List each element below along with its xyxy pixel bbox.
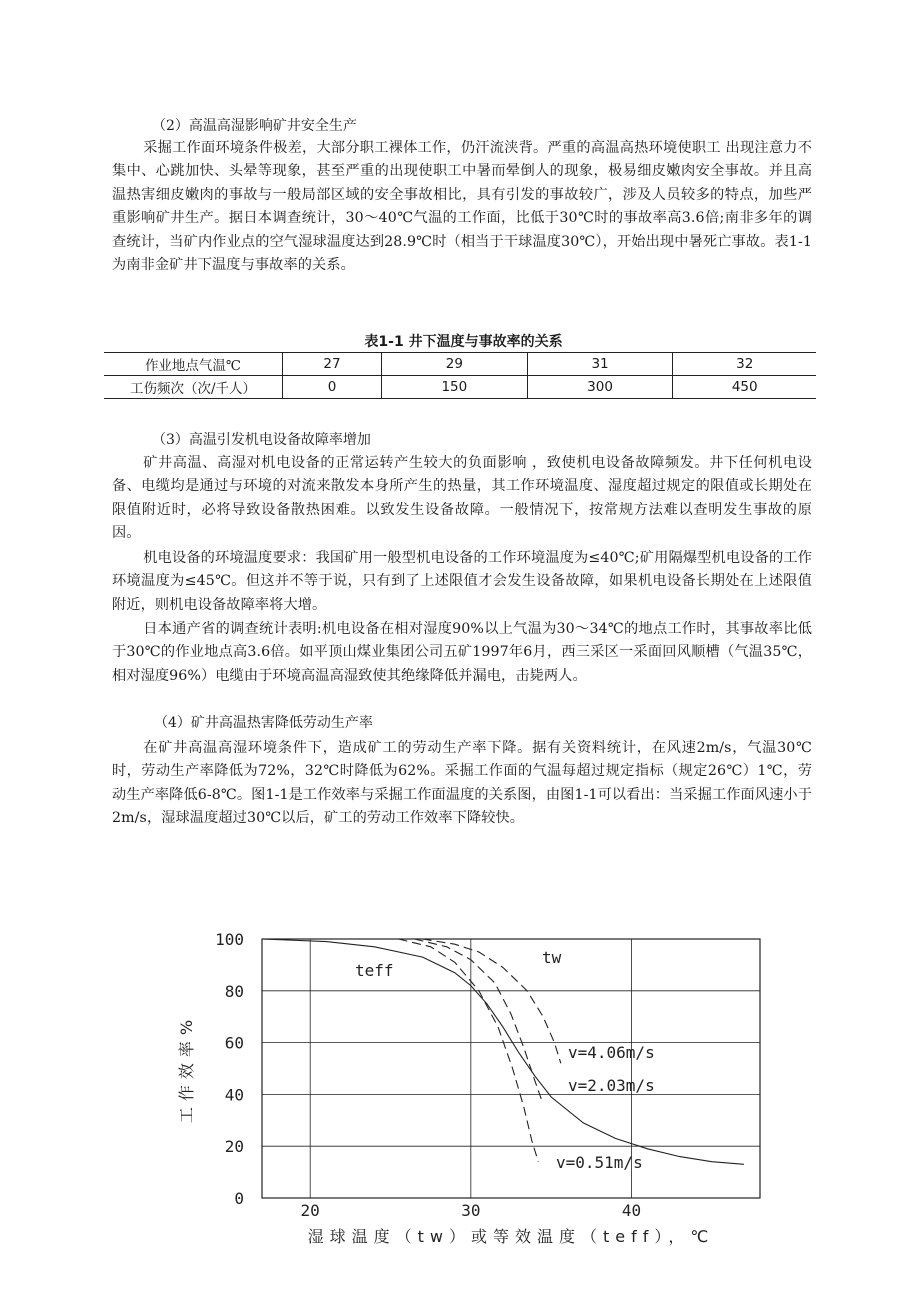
table-row-label: 作业地点气温℃ [104,353,283,376]
chart-svg [150,928,800,1248]
y-tick-label: 20 [224,1137,244,1157]
table-cell: 150 [381,376,527,399]
table-cell: 450 [673,376,816,399]
paragraph-s4: 在矿井高温高湿环境条件下，造成矿工的劳动生产率下降。据有关资料统计，在风速2m/s，气温30℃时，劳动生产率降低为72%，32℃时降低为62%。采掘工作面的气温每超过规定指标（规定26℃）1℃，劳动生产率降低6-8℃。图1-1是工作效率与采掘工作面温度的关系图，由图1-1可以看出：当采掘工作面风速小于2m/s，湿球温度超过30℃以后，矿工的劳动工作效率下降较快。 [112,740,812,827]
series-label-v2: v=2.03m/s [568,1076,655,1095]
x-tick-label: 40 [621,1201,642,1220]
paragraph-s3-1: 矿井高温、高湿对机电设备的正常运转产生较大的负面影响 ，致使机电设备故障频发。井下任何机电设备、电缆均是通过与环境的对流来散发本身所产生的热量，其工作环境温度、湿度超过规定的限值或长期处在限值附近时，必将导致设备散热困难。以致发生设备故障。一般情况下，按常规方法难以查明发生事故的原因。 [112,455,812,542]
x-axis-label: 湿球温度（tw）或等效温度（teff），℃ [307,1227,715,1246]
series-line-v1 [423,939,561,1063]
y-tick-label: 80 [224,981,244,1001]
series-label-v1: v=4.06m/s [568,1043,655,1062]
y-tick-label: 0 [234,1189,244,1208]
paragraph-s3-2: 机电设备的环境温度要求：我国矿用一般型机电设备的工作环境温度为≤40℃;矿用隔爆型机电设备的工作环境温度为≤45℃。但这并不等于说，只有到了上述限值才会发生设备故障，如果机电设备长期处在上述限值附近，则机电设备故障率将大增。 [112,550,812,613]
table-cell: 29 [381,353,527,376]
table-row [104,376,816,399]
efficiency-temperature-chart [150,928,800,1248]
series-label-v3: v=0.51m/s [556,1153,643,1172]
table-cell: 0 [283,376,382,399]
table-cell: 300 [527,376,673,399]
section-heading-3: （3）高温引发机电设备故障率增加 [152,432,371,448]
x-tick-label: 20 [300,1201,320,1220]
y-tick-label: 40 [224,1085,244,1105]
series-line-v2 [415,939,542,1100]
y-axis-label: 工作效率% [177,1013,196,1124]
y-tick-label: 100 [215,930,244,949]
section-heading-2: （2）高温高湿影响矿井安全生产 [152,118,357,134]
temperature-accident-table [104,352,816,399]
table-cell: 27 [283,353,382,376]
paragraph-s2: 采掘工作面环境条件极差，大部分职工裸体工作，仍汗流浃背。严重的高温高热环境使职工 出现注意力不集中、心跳加快、头晕等现象，甚至严重的出现使职工中暑而晕倒人的现象，极易细皮嫩肉安全事故。并且高温热害细皮嫩肉的事故与一般局部区域的安全事故相比，具有引发的事故较广，涉及人员较多的特点，加些严重影响矿井生产。据日本调查统计，30～40℃气温的工作面，比低于30℃时的事故率高3.6倍;南非多年的调查统计，当矿内作业点的空气湿球温度达到28.9℃时（相当于干球温度30℃），开始出现中暑死亡事故。表1-1为南非金矿井下温度与事故率的关系。 [112,140,812,274]
table-row [104,353,816,376]
y-tick-label: 60 [224,1033,244,1053]
x-tick-label: 30 [461,1201,481,1220]
table-caption: 表1-1 井下温度与事故率的关系 [364,334,563,350]
section-heading-4: （4）矿井高温热害降低劳动生产率 [154,715,373,731]
series-label-tw: tw [542,948,562,967]
paragraph-s3-3: 日本通产省的调查统计表明:机电设备在相对湿度90%以上气温为30～34℃的地点工作时，其事故率比低于30℃的作业地点高3.6倍。如平顶山煤业集团公司五矿1997年6月，西三采区一采面回风顺槽（气温35℃，相对湿度96%）电缆由于环境高温高湿致使其绝缘降低并漏电，击毙两人。 [112,621,812,684]
plot-frame [262,939,760,1198]
series-label-teff: teff [355,961,394,980]
table-cell: 31 [527,353,673,376]
table-cell: 32 [673,353,816,376]
table-row-label: 工伤频次（次/千人） [104,376,283,399]
series-line-teff [262,939,744,1164]
